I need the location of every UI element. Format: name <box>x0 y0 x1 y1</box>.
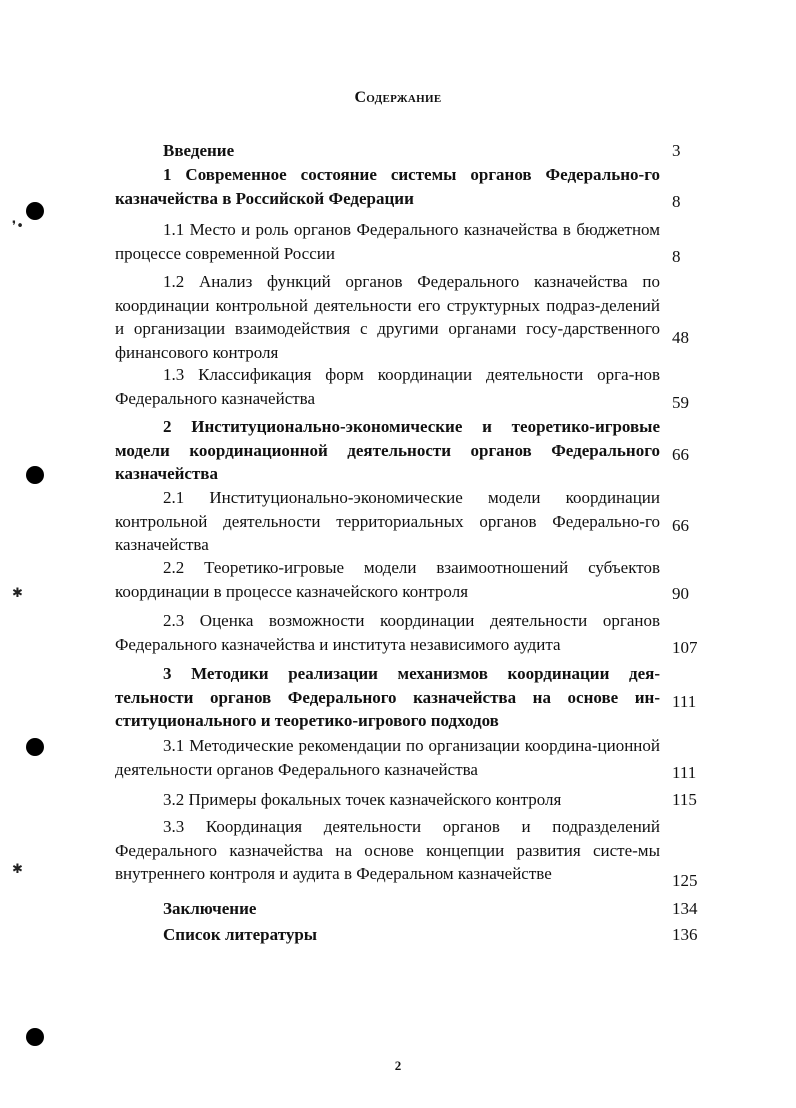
toc-entry <box>115 897 660 921</box>
toc-entry-text: 1.2 Анализ функций органов Федерального казначейства по координации контрольной деятельности его структурных подраз-делений и организации взаимодействия с другими органами госу-дарственного финансового контроля <box>115 272 660 362</box>
toc-entry <box>115 815 660 886</box>
toc-entry-text: 1 Современное состояние системы органов Федерально-го казначейства в Российской Федерации <box>115 165 660 208</box>
toc-entry <box>115 218 660 265</box>
toc-entry-text: 3.1 Методические рекомендации по организации координа-ционной деятельности органов Федерального казначейства <box>115 736 660 779</box>
toc-entry-text: 1.3 Классификация форм координации деятельности орга-нов Федерального казначейства <box>115 365 660 408</box>
toc-page-number: 66 <box>672 445 689 464</box>
toc-page-number: 125 <box>672 871 698 890</box>
toc-page-number: 111 <box>672 692 697 711</box>
punch-hole <box>26 738 44 756</box>
toc-page-number: 136 <box>672 925 698 944</box>
scan-speck-icon: ✱ <box>12 586 23 601</box>
toc-entry-text: Заключение <box>163 899 257 918</box>
toc-entry-text: Список литературы <box>163 925 318 944</box>
toc-page-number: 8 <box>672 247 681 266</box>
toc-entry-text: 2.1 Институционально-экономические модели координации контрольной деятельности территориальных органов Федерально-го казначейства <box>115 488 660 554</box>
punch-hole <box>26 202 44 220</box>
toc-entry-text: 3.3 Координация деятельности органов и подразделений Федерального казначейства на основе концепции развития систе-мы внутреннего контроля и аудита в Федеральном казначействе <box>115 817 660 883</box>
toc-entry <box>115 270 660 364</box>
toc-entry <box>115 556 660 603</box>
toc-entry <box>115 788 660 812</box>
toc-entry-text: Введение <box>163 141 235 160</box>
toc-entry-text: 2.2 Теоретико-игровые модели взаимоотношений субъектов координации в процессе казначейского контроля <box>115 558 660 601</box>
punch-hole <box>26 1028 44 1046</box>
scan-speck-icon: ❜• <box>12 219 24 234</box>
toc-entry <box>115 662 660 733</box>
toc-entry-text: 2 Институционально-экономические и теоретико-игровые модели координационной деятельности органов Федерального казначейства <box>115 417 660 483</box>
toc-page-number: 59 <box>672 393 689 412</box>
toc-entry <box>115 609 660 656</box>
toc-entry <box>115 415 660 486</box>
toc-entry <box>115 923 660 947</box>
toc-entry-text: 2.3 Оценка возможности координации деятельности органов Федерального казначейства и института независимого аудита <box>115 611 660 654</box>
toc-page-number: 8 <box>672 192 681 211</box>
toc-page-number: 134 <box>672 899 698 918</box>
toc-page-number: 3 <box>672 141 681 160</box>
toc-entry-text: 3.2 Примеры фокальных точек казначейского контроля <box>163 790 562 809</box>
toc-entry <box>115 734 660 781</box>
toc-entry-text: 3 Методики реализации механизмов координации дея-тельности органов Федерального казначейства на основе ин-ституционального и теоретико-игрового подходов <box>115 664 660 730</box>
toc-entry <box>115 363 660 410</box>
toc-page-number: 107 <box>672 638 698 657</box>
toc-entry <box>115 163 660 210</box>
toc-entry-text: 1.1 Место и роль органов Федерального казначейства в бюджетном процессе современной России <box>115 220 660 263</box>
page-number: 2 <box>394 1058 402 1073</box>
toc-page-number: 66 <box>672 516 689 535</box>
toc-entry <box>115 139 660 163</box>
toc-entry <box>115 486 660 557</box>
toc-page-number: 90 <box>672 584 689 603</box>
toc-page-number: 111 <box>672 763 697 782</box>
toc-page-number: 115 <box>672 790 697 809</box>
page-title: Содержание <box>354 89 442 106</box>
toc-page-number: 48 <box>672 328 689 347</box>
scan-speck-icon: ✱ <box>12 862 23 877</box>
punch-hole <box>26 466 44 484</box>
